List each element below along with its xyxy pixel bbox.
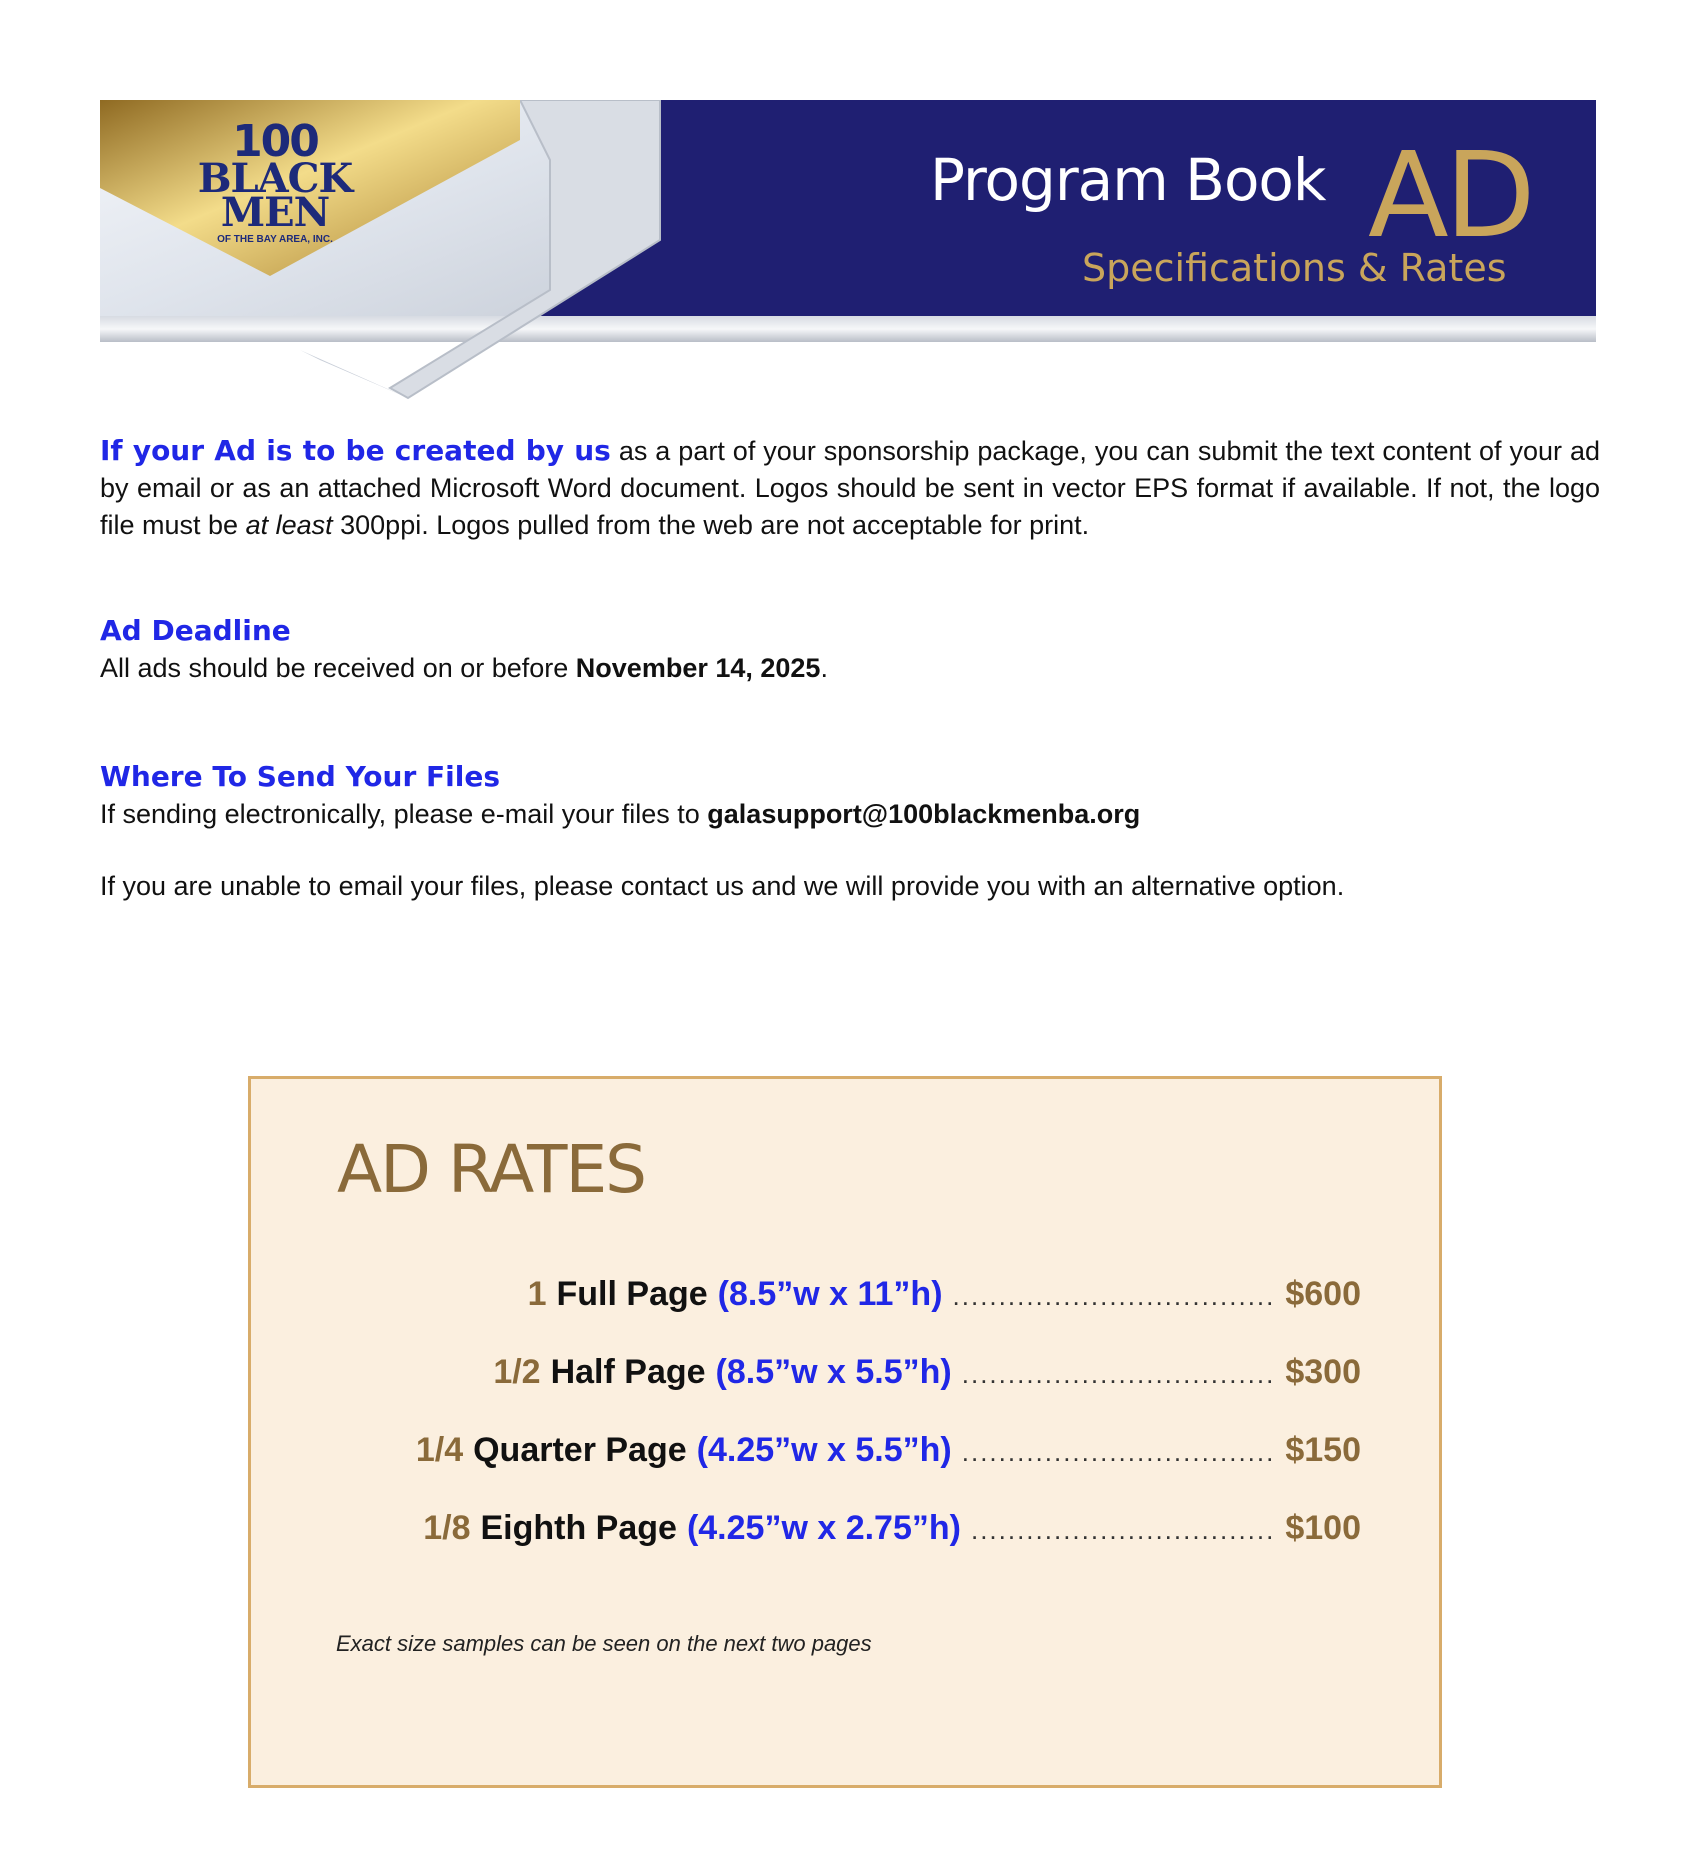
rate-name: Eighth Page (480, 1509, 677, 1547)
header-banner (100, 100, 1596, 400)
rate-dimensions: (4.25”w x 2.75”h) (686, 1509, 961, 1547)
deadline-text: All ads should be received on or before (100, 653, 576, 683)
intro-paragraph (100, 432, 1600, 544)
rate-dimensions: (8.5”w x 5.5”h) (715, 1353, 952, 1391)
rate-dimensions: (8.5”w x 11”h) (717, 1275, 943, 1313)
rate-row-eighth-page (423, 1509, 1361, 1559)
ad-rates-box (248, 1076, 1442, 1788)
rate-fraction: 1 (527, 1275, 547, 1313)
intro-emphasis: at least (245, 510, 333, 540)
deadline-paragraph (100, 650, 1600, 687)
rate-name: Quarter Page (473, 1431, 687, 1469)
rate-dimensions: (4.25”w x 5.5”h) (696, 1431, 952, 1469)
alternative-option-paragraph: If you are unable to email your files, please contact us and we will provide you with an alternative option. (100, 871, 1345, 901)
intro-lead: If your Ad is to be created by us (100, 434, 611, 467)
rate-price: $150 (1285, 1431, 1361, 1469)
rate-row-full-page (528, 1275, 1361, 1325)
rates-note: Exact size samples can be seen on the next two pages (336, 1631, 872, 1656)
banner-subtitle: Specifications & Rates (1082, 246, 1507, 290)
deadline-heading: Ad Deadline (100, 614, 291, 647)
deadline-suffix: . (820, 653, 828, 683)
rate-price: $300 (1285, 1353, 1361, 1391)
rate-name: Half Page (550, 1353, 706, 1391)
send-files-heading: Where To Send Your Files (100, 760, 501, 793)
rate-fraction: 1/4 (415, 1431, 464, 1469)
support-email[interactable]: galasupport@100blackmenba.org (707, 799, 1141, 829)
rate-leader-dots: .................................. (961, 1359, 1276, 1389)
send-files-paragraph (100, 796, 1600, 833)
rate-price: $100 (1285, 1509, 1361, 1547)
intro-text-1: as a part of your sponsorship package, you can submit the text content of your ad by email or as an attached Microsoft Word document. Logos should be sent in vector EPS format if available. If not, the logo file must be (100, 436, 1600, 540)
organization-logo: 100 BLACK MEN OF THE BAY AREA, INC. (197, 116, 353, 245)
rate-leader-dots: ................................. (970, 1515, 1276, 1545)
rate-leader-dots: ................................... (952, 1281, 1276, 1311)
send-files-text: If sending electronically, please e-mail your files to (100, 799, 708, 829)
banner-ad-label: AD (1368, 126, 1532, 264)
intro-text-2: 300ppi. Logos pulled from the web are not acceptable for print. (332, 510, 1090, 540)
rate-row-quarter-page (416, 1431, 1361, 1481)
rate-price: $600 (1285, 1275, 1361, 1313)
banner-title: Program Book (930, 146, 1326, 214)
rate-fraction: 1/2 (493, 1353, 541, 1391)
rate-name: Full Page (556, 1275, 708, 1313)
rate-fraction: 1/8 (423, 1509, 471, 1547)
ad-rates-title: AD RATES (337, 1131, 646, 1208)
deadline-date: November 14, 2025 (575, 653, 821, 683)
rate-leader-dots: .................................. (961, 1437, 1276, 1467)
rate-row-half-page (493, 1353, 1361, 1403)
